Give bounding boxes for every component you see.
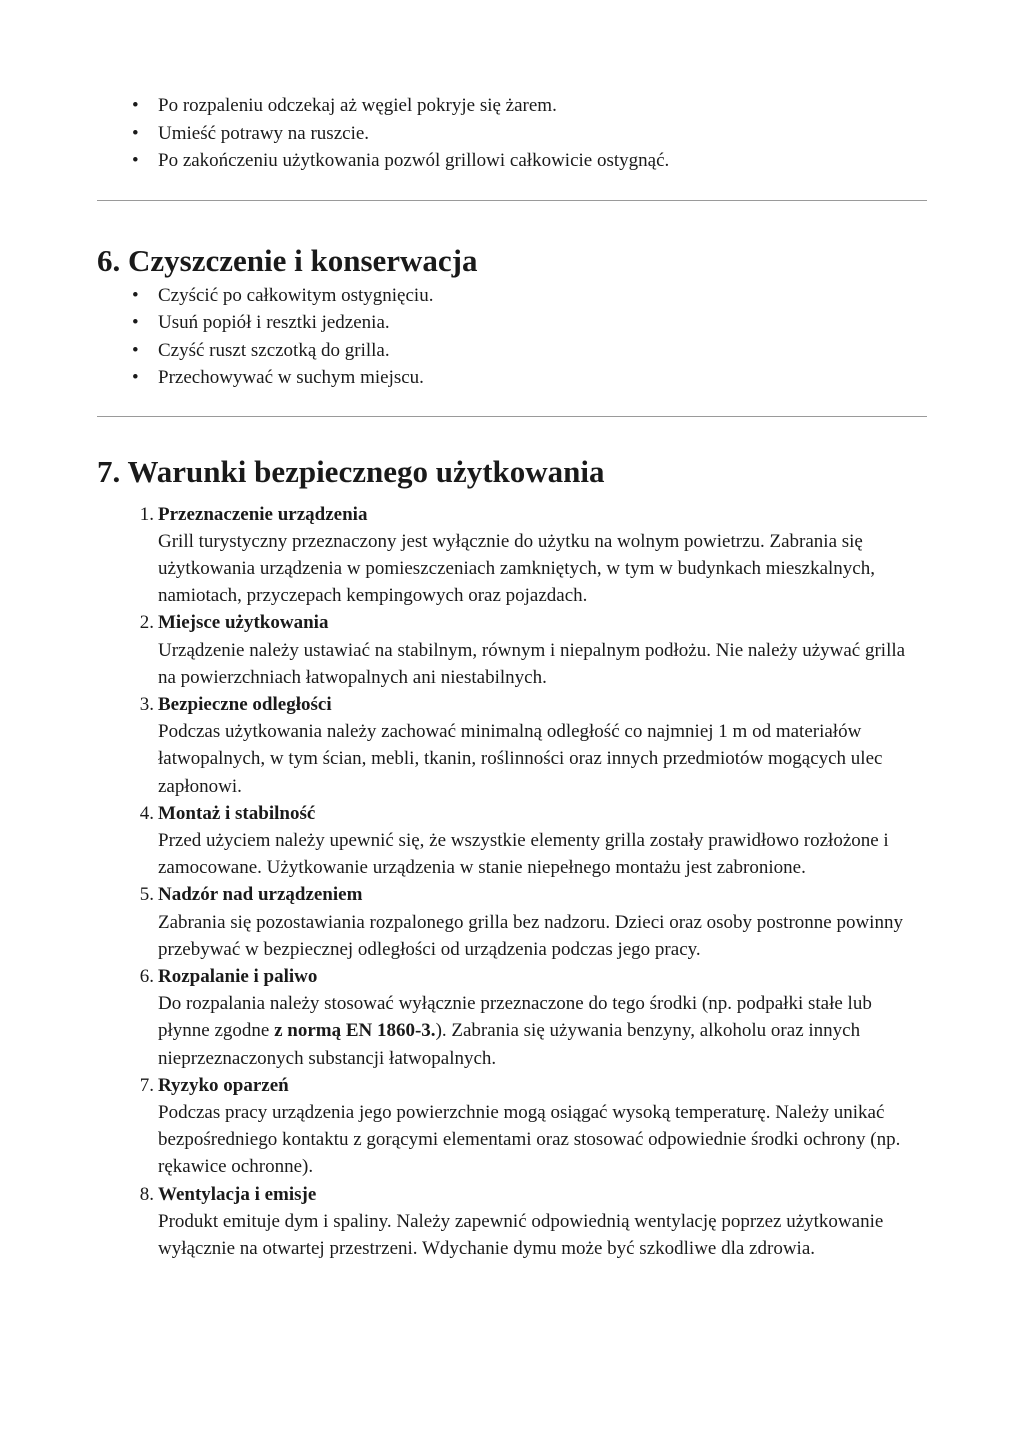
rule-number: 6. xyxy=(139,965,154,987)
rule-text: Do rozpalania należy stosować wyłącznie przeznaczone do tego środki (np. podpałki stałe lub płynne zgodne z normą EN 1860-3.). Zabrania się używania benzyny, alkoholu oraz innych nieprzeznaczonych substancji łatwopalnych. xyxy=(158,993,872,1069)
rule-item xyxy=(139,1072,927,1181)
bullet-icon: • xyxy=(132,284,139,306)
rule-text: Urządzenie należy ustawiać na stabilnym, równym i niepalnym podłożu. Nie należy używać grilla na powierzchniach łatwopalnych ani niestabilnych. xyxy=(158,639,906,688)
rule-item xyxy=(139,800,927,882)
rule-title: Wentylacja i emisje xyxy=(158,1183,317,1205)
rule-title: Przeznaczenie urządzenia xyxy=(158,503,368,525)
rule-text: Zabrania się pozostawiania rozpalonego grilla bez nadzoru. Dzieci oraz osoby postronne powinny przebywać w bezpiecznej odległości od urządzenia podczas jego pracy. xyxy=(158,911,903,960)
rule-text: Produkt emituje dym i spaliny. Należy zapewnić odpowiednią wentylację poprzez użytkowanie wyłącznie na otwartej przestrzeni. Wdychanie dymu może być szkodliwe dla zdrowia. xyxy=(158,1210,884,1259)
rule-text: Przed użyciem należy upewnić się, że wszystkie elementy grilla zostały prawidłowo rozłożone i zamocowane. Użytkowanie urządzenia w stanie niepełnego montażu jest zabronione. xyxy=(158,829,889,879)
rule-item xyxy=(139,963,927,1072)
safety-rules-list xyxy=(97,501,927,1263)
rule-title: Ryzyko oparzeń xyxy=(158,1074,289,1096)
rule-title: Nadzór nad urządzeniem xyxy=(158,884,363,906)
bullet-icon: • xyxy=(132,95,139,116)
cleaning-list xyxy=(97,282,927,392)
list-item: • Czyść ruszt szczotką do grilla. xyxy=(158,337,927,365)
rule-number: 1. xyxy=(139,503,154,525)
rule-number: 3. xyxy=(139,693,154,715)
section-divider xyxy=(97,200,927,201)
usage-steps-list xyxy=(97,92,927,175)
rule-title: Miejsce użytkowania xyxy=(158,612,329,634)
standard-reference: z normą EN 1860-3. xyxy=(274,1020,436,1042)
bullet-icon: • xyxy=(132,312,139,333)
list-item: • Umieść potrawy na ruszcie. xyxy=(158,120,927,148)
rule-title: Montaż i stabilność xyxy=(158,802,316,824)
rule-item xyxy=(139,609,927,691)
rule-text: Podczas użytkowania należy zachować minimalną odległość co najmniej 1 m od materiałów łatwopalnych, w tym ścian, mebli, tkanin, roślinności oraz innych przedmiotów mogących ulec zapłonowi. xyxy=(158,721,883,797)
bullet-icon: • xyxy=(132,122,139,144)
rule-item xyxy=(139,1181,927,1263)
list-item: • Usuń popiół i resztki jedzenia. xyxy=(158,309,927,337)
rule-item xyxy=(139,691,927,800)
section-divider xyxy=(97,416,927,417)
section-heading-cleaning: 6. Czyszczenie i konserwacja xyxy=(97,242,478,278)
document-page xyxy=(97,92,927,1262)
rule-item xyxy=(139,881,927,963)
section-heading-safety: 7. Warunki bezpiecznego użytkowania xyxy=(97,453,605,489)
bullet-icon: • xyxy=(132,367,139,388)
rule-number: 2. xyxy=(139,612,154,634)
list-item: • Przechowywać w suchym miejscu. xyxy=(158,364,927,392)
rule-item xyxy=(139,501,927,610)
rule-number: 8. xyxy=(139,1183,154,1205)
list-item: • Po zakończeniu użytkowania pozwól grillowi całkowicie ostygnąć. xyxy=(158,147,927,175)
rule-text: Podczas pracy urządzenia jego powierzchnie mogą osiągać wysoką temperaturę. Należy unikać bezpośredniego kontaktu z gorącymi elementami oraz stosować odpowiednie środki ochrony (np. rękawice ochronne). xyxy=(158,1101,901,1178)
bullet-icon: • xyxy=(132,150,139,171)
rule-text: Grill turystyczny przeznaczony jest wyłącznie do użytku na wolnym powietrzu. Zabrania się użytkowania urządzenia w pomieszczeniach zamkniętych, w tym w budynkach mieszkalnych, namiotach, przyczepach kempingowych oraz pojazdach. xyxy=(158,530,875,607)
list-item: • Czyścić po całkowitym ostygnięciu. xyxy=(158,282,927,310)
rule-number: 4. xyxy=(139,802,154,824)
rule-number: 7. xyxy=(139,1074,154,1096)
rule-title: Rozpalanie i paliwo xyxy=(158,965,318,987)
bullet-icon: • xyxy=(132,339,139,361)
rule-number: 5. xyxy=(139,884,154,906)
list-item: • Po rozpaleniu odczekaj aż węgiel pokryje się żarem. xyxy=(158,92,927,120)
rule-title: Bezpieczne odległości xyxy=(158,693,332,715)
